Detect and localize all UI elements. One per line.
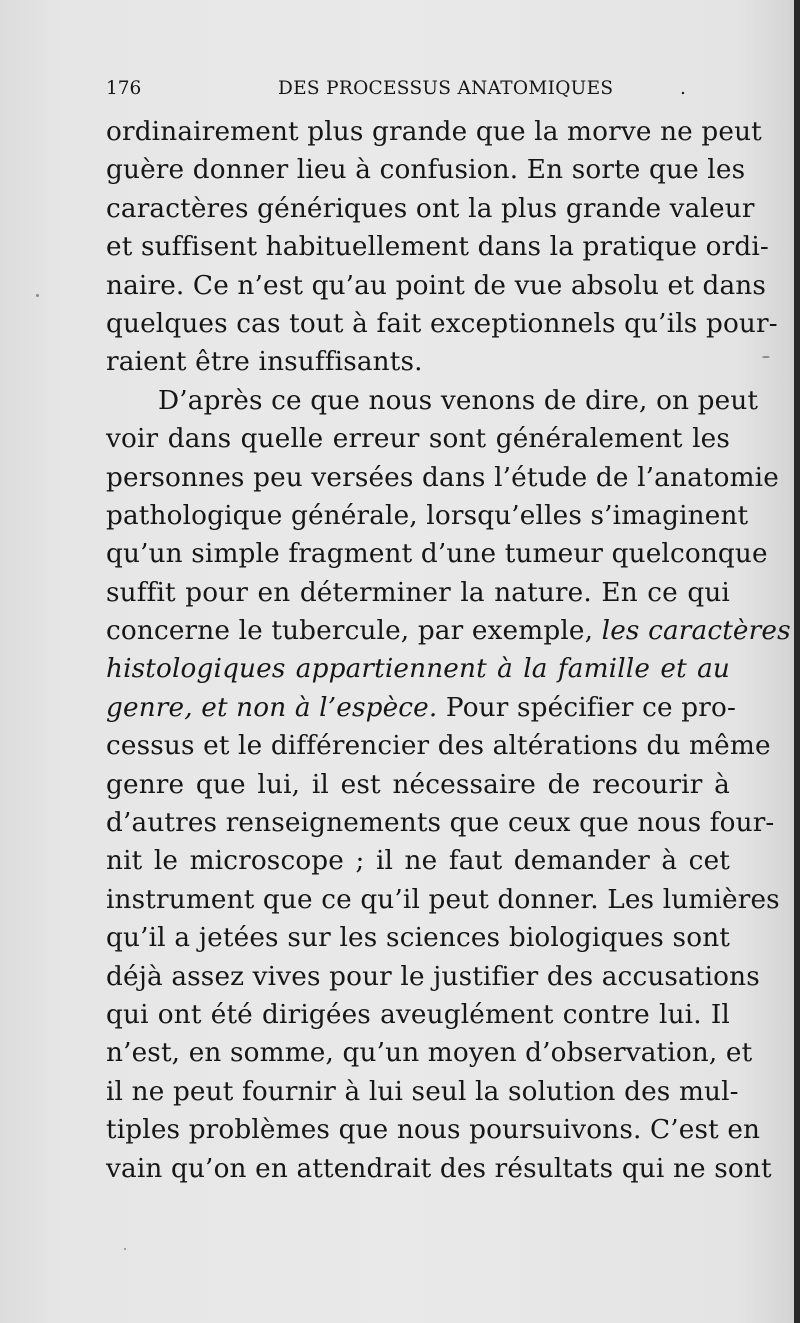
- paragraph-2: [106, 382, 791, 1188]
- text-line: voir dans quelle erreur sont généralement les: [106, 424, 730, 455]
- text-line: D’après ce que nous venons de dire, on peut: [158, 385, 759, 416]
- paper-speck: [124, 1248, 126, 1250]
- text-line: caractères génériques ont la plus grande valeur: [106, 193, 755, 224]
- running-head: [106, 74, 690, 104]
- text-line: n’est, en somme, qu’un moyen d’observation, et: [106, 1038, 753, 1069]
- text-run: concerne le tubercule, par exemple,: [106, 616, 602, 647]
- text-line: et suffisent habituellement dans la pratique ordi-: [106, 232, 769, 263]
- text-line: qui ont été dirigées aveuglément contre lui. Il: [106, 999, 730, 1030]
- text-line: naire. Ce n’est qu’au point de vue absolu et dans: [106, 270, 767, 301]
- running-head-title: DES PROCESSUS ANATOMIQUES: [278, 78, 614, 99]
- text-line: genre que lui, il est nécessaire de recourir à: [106, 769, 730, 800]
- text-line: pathologique générale, lorsqu’elles s’imaginent: [106, 500, 749, 531]
- running-head-mark: .: [680, 78, 686, 99]
- text-line: il ne peut fournir à lui seul la solution des mul-: [106, 1076, 739, 1107]
- italic-run: les caractères: [601, 616, 791, 647]
- italic-line: histologiques appartiennent à la famille et au: [106, 654, 730, 685]
- page-edge-shadow: [794, 0, 800, 1323]
- text-line: ordinairement plus grande que la morve ne peut: [106, 117, 762, 147]
- text-line: déjà assez vives pour le justifier des accusations: [106, 961, 760, 992]
- text-line: nit le microscope ; il ne faut demander à cet: [106, 846, 730, 877]
- text-line: quelques cas tout à fait exceptionnels qu’ils pour-: [106, 308, 778, 339]
- text-line: qu’il a jetées sur les sciences biologiques sont: [106, 923, 730, 954]
- text-line: instrument que ce qu’il peut donner. Les lumières: [106, 884, 780, 915]
- text-run: Pour spécifier ce pro-: [437, 692, 736, 723]
- text-line: vain qu’on en attendrait des résultats qui ne sont: [106, 1153, 772, 1184]
- paragraph-1: [106, 113, 778, 382]
- paper-speck: [36, 294, 39, 297]
- text-line: suffit pour en déterminer la nature. En ce qui: [106, 577, 730, 608]
- text-line: qu’un simple fragment d’une tumeur quelconque: [106, 539, 768, 570]
- text-line: raient être insuffisants.: [106, 347, 423, 378]
- text-line: d’autres renseignements que ceux que nous four-: [106, 808, 775, 839]
- text-line-mixed: [106, 612, 791, 650]
- page-number: 176: [106, 78, 142, 99]
- italic-run: genre, et non à l’espèce.: [106, 692, 438, 723]
- text-line: cessus et le différencier des altérations du même: [106, 731, 771, 762]
- text-line: guère donner lieu à confusion. En sorte que les: [106, 155, 746, 186]
- text-line: tiples problèmes que nous poursuivons. C’est en: [106, 1115, 761, 1146]
- text-line-mixed: [106, 689, 736, 727]
- body-text: [106, 113, 791, 1188]
- text-line: personnes peu versées dans l’étude de l’anatomie: [106, 462, 779, 493]
- paper-speck: [762, 356, 770, 358]
